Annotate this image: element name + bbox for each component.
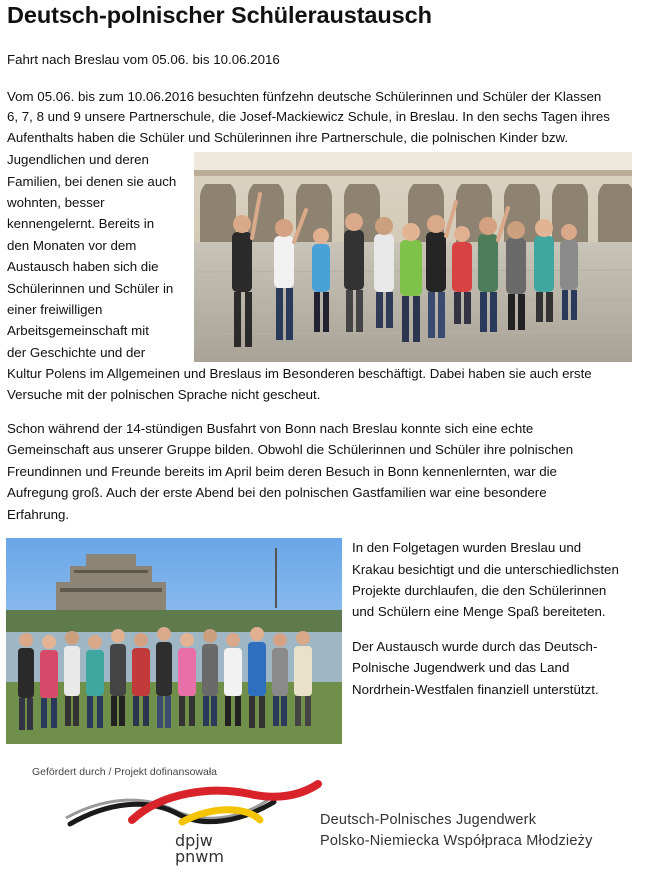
text-line: Austausch haben sich die xyxy=(7,259,159,274)
text-line: 6, 7, 8 und 9 unsere Partnerschule, die Josef-Mackiewicz Schule, in Breslau. In den sechs Tagen ihres xyxy=(7,109,610,124)
text-line: und Schülern eine Menge Spaß bereiteten. xyxy=(352,604,606,619)
text-line: Schon während der 14-stündigen Busfahrt von Bonn nach Breslau konnte sich eine echte xyxy=(7,421,534,436)
logo-abbr-pl: pnwm xyxy=(175,847,224,866)
logo-abbr-de: dpjw xyxy=(175,831,213,850)
text-line: Freundinnen und Freunde bereits im April beim deren Besuch in Bonn kennenlernten, war die xyxy=(7,464,557,479)
text-line: Kultur Polens im Allgemeinen und Breslaus im Besonderen beschäftigt. Dabei haben sie auch erste xyxy=(7,366,592,381)
org-name-pl: Polsko-Niemiecka Współpraca Młodzieży xyxy=(320,833,593,849)
text-line: Projekte durchlaufen, die den Schülerinnen xyxy=(352,583,607,598)
text-line: Aufenthalts haben die Schüler und Schülerinnen ihre Partnerschule, die polnischen Kinder bzw. xyxy=(7,130,569,145)
text-line: Vom 05.06. bis zum 10.06.2016 besuchten fünfzehn deutsche Schülerinnen und Schüler der Klassen xyxy=(7,89,602,104)
text-line: Jugendlichen und deren xyxy=(7,152,149,167)
text-line: Polnische Jugendwerk und das Land xyxy=(352,660,570,675)
text-line: der Geschichte und der xyxy=(7,345,146,360)
text-line: Erfahrung. xyxy=(7,507,70,522)
page-title: Deutsch-polnischer Schüleraustausch xyxy=(7,2,432,28)
text-line: Gemeinschaft aus unserer Gruppe bilden. Obwohl die Schülerinnen und Schüler ihre polnischen xyxy=(7,442,574,457)
text-line: Nordrhein-Westfalen finanziell unterstützt. xyxy=(352,682,599,697)
text-line: Krakau besichtigt und die unterschiedlichsten xyxy=(352,562,619,577)
text-line: In den Folgetagen wurden Breslau und xyxy=(352,540,582,555)
text-line: Familien, bei denen sie auch xyxy=(7,174,177,189)
sponsor-caption: Gefördert durch / Projekt dofinansowała xyxy=(32,766,218,778)
text-line: wohnten, besser xyxy=(7,195,105,210)
trip-subtitle: Fahrt nach Breslau vom 05.06. bis 10.06.2016 xyxy=(7,52,280,67)
text-line: Schülerinnen und Schüler in xyxy=(7,281,174,296)
text-line: einer freiwilligen xyxy=(7,302,103,317)
group-photo-courtyard xyxy=(194,152,632,362)
group-photo-centennial-hall xyxy=(6,538,342,744)
text-line: kennengelernt. Bereits in xyxy=(7,216,155,231)
text-line: Aufregung groß. Auch der erste Abend bei den polnischen Gastfamilien war eine besondere xyxy=(7,485,547,500)
text-line: den Monaten vor dem xyxy=(7,238,137,253)
org-name-de: Deutsch-Polnisches Jugendwerk xyxy=(320,812,537,828)
text-line: Arbeitsgemeinschaft mit xyxy=(7,323,149,338)
text-line: Der Austausch wurde durch das Deutsch- xyxy=(352,639,598,654)
text-line: Versuche mit der polnischen Sprache nicht gescheut. xyxy=(7,387,321,402)
